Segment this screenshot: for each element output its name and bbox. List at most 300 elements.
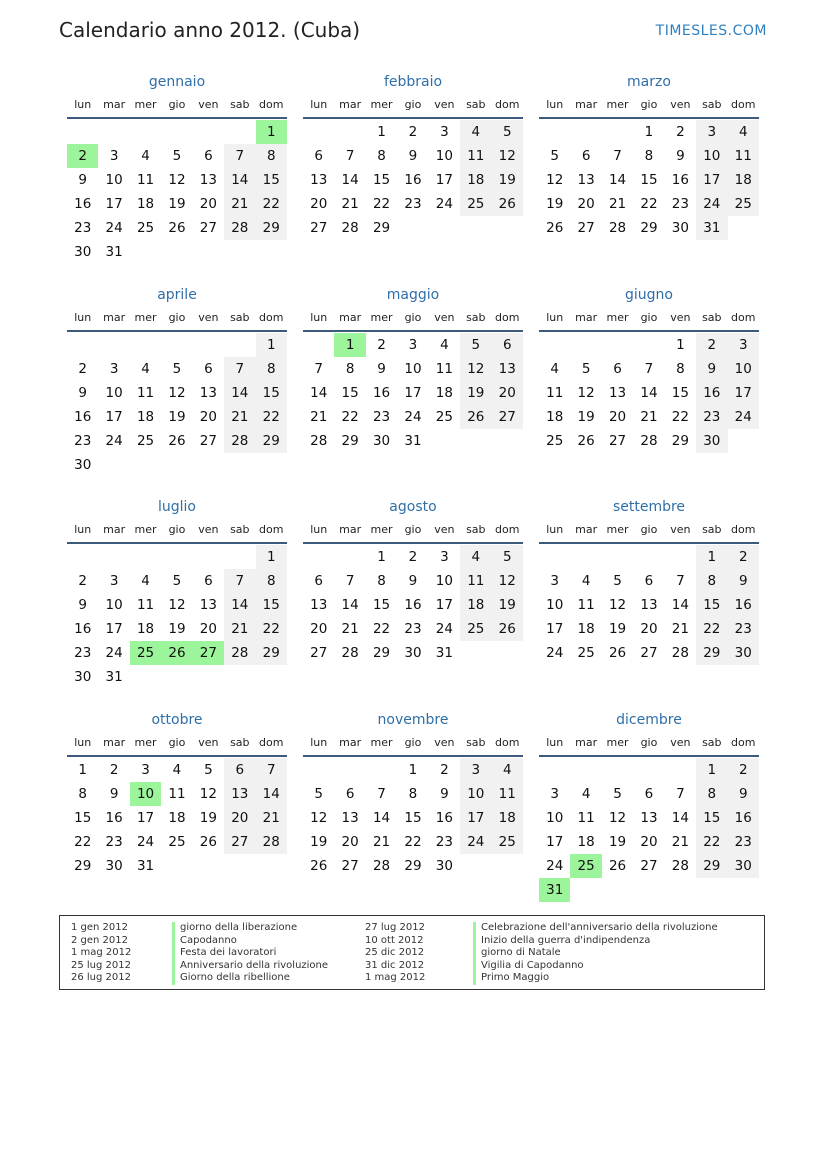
day-cell: 31 xyxy=(105,244,123,260)
weekday-header xyxy=(67,521,287,539)
day-cell: 11 xyxy=(577,810,595,826)
legend-left-dates xyxy=(71,922,131,985)
day-cell: 18 xyxy=(460,168,491,192)
day-cell: 6 xyxy=(314,573,323,589)
empty-cell xyxy=(67,120,98,144)
weekday-label: ven xyxy=(670,523,691,536)
weekday-label: sab xyxy=(466,311,486,324)
day-cell: 6 xyxy=(204,573,213,589)
legend-date: 25 lug 2012 xyxy=(71,959,131,971)
day-cell: 4 xyxy=(581,573,591,589)
day-cell: 9 xyxy=(728,782,759,806)
day-cell: 30 xyxy=(372,433,391,449)
day-cell: 10 xyxy=(105,172,123,188)
day-cell: 19 xyxy=(168,196,186,212)
legend-holiday-name: Festa dei lavoratori xyxy=(172,947,328,960)
day-cell: 21 xyxy=(671,834,689,850)
empty-cell xyxy=(334,545,365,569)
day-cell: 22 xyxy=(74,834,92,850)
day-cell: 29 xyxy=(404,858,422,874)
day-cell: 17 xyxy=(105,621,123,637)
day-cell: 20 xyxy=(341,834,359,850)
day-cell: 7 xyxy=(676,573,685,589)
day-cell: 15 xyxy=(74,810,92,826)
day-cell: 29 xyxy=(74,858,92,874)
day-cell: 13 xyxy=(199,172,217,188)
day-cell: 22 xyxy=(372,621,391,637)
day-grid xyxy=(67,333,287,477)
day-cell: 15 xyxy=(671,385,689,401)
day-cell: 22 xyxy=(671,409,689,425)
day-cell: 19 xyxy=(608,834,627,850)
day-cell: 8 xyxy=(644,148,654,164)
day-cell: 31 xyxy=(539,878,570,902)
weekday-header xyxy=(303,521,523,539)
weekday-label: mer xyxy=(370,98,393,111)
day-cell: 21 xyxy=(671,621,689,637)
day-cell: 17 xyxy=(435,597,453,613)
day-cell: 13 xyxy=(224,782,255,806)
day-cell: 24 xyxy=(404,409,422,425)
weekday-label: ven xyxy=(434,523,455,536)
day-cell: 23 xyxy=(105,834,123,850)
weekday-label: lun xyxy=(546,523,564,536)
weekday-label: mar xyxy=(103,736,126,749)
day-cell: 14 xyxy=(608,172,627,188)
day-cell: 13 xyxy=(577,172,595,188)
weekday-label: dom xyxy=(731,736,756,749)
day-cell: 4 xyxy=(141,148,150,164)
day-cell: 28 xyxy=(640,433,658,449)
legend-right-names xyxy=(473,922,718,985)
day-cell: 5 xyxy=(172,148,182,164)
day-cell: 2 xyxy=(408,549,418,565)
day-cell: 3 xyxy=(728,333,759,357)
day-cell: 29 xyxy=(256,216,287,240)
day-cell: 5 xyxy=(460,333,491,357)
day-cell: 8 xyxy=(345,361,355,377)
weekday-label: dom xyxy=(495,311,520,324)
weekday-label: sab xyxy=(702,523,722,536)
day-cell: 12 xyxy=(492,144,523,168)
weekday-label: dom xyxy=(259,98,284,111)
day-cell: 9 xyxy=(728,569,759,593)
day-cell: 14 xyxy=(640,385,658,401)
day-cell: 25 xyxy=(435,409,453,425)
month-name: gennaio xyxy=(148,74,206,90)
day-cell: 12 xyxy=(608,810,627,826)
empty-cell xyxy=(303,120,334,144)
day-cell: 10 xyxy=(546,810,564,826)
day-cell: 25 xyxy=(460,192,491,216)
header-rule xyxy=(303,117,523,119)
day-cell: 1 xyxy=(377,549,386,565)
day-cell: 24 xyxy=(546,645,564,661)
day-cell: 19 xyxy=(168,409,186,425)
day-cell: 24 xyxy=(105,220,123,236)
day-grid xyxy=(539,333,759,453)
day-cell: 4 xyxy=(728,120,759,144)
day-cell: 31 xyxy=(105,669,123,685)
weekday-label: mer xyxy=(134,311,157,324)
day-grid xyxy=(539,758,759,902)
day-cell: 24 xyxy=(435,621,453,637)
day-cell: 6 xyxy=(644,786,654,802)
day-cell: 18 xyxy=(136,621,155,637)
day-cell: 25 xyxy=(492,830,523,854)
day-cell: 6 xyxy=(613,361,622,377)
day-cell: 14 xyxy=(671,597,689,613)
day-cell: 20 xyxy=(608,409,627,425)
empty-cell xyxy=(98,333,129,357)
day-cell: 4 xyxy=(581,786,591,802)
day-cell: 12 xyxy=(168,597,186,613)
day-cell: 6 xyxy=(581,148,591,164)
weekday-label: gio xyxy=(404,311,422,324)
header-rule xyxy=(303,542,523,544)
day-cell: 21 xyxy=(341,196,359,212)
weekday-label: sab xyxy=(230,736,250,749)
day-cell: 21 xyxy=(341,621,359,637)
weekday-label: sab xyxy=(466,736,486,749)
day-cell: 12 xyxy=(168,172,186,188)
day-cell: 22 xyxy=(640,196,658,212)
day-cell: 1 xyxy=(676,337,685,353)
weekday-label: gio xyxy=(168,311,186,324)
weekday-label: mar xyxy=(339,736,362,749)
day-cell: 30 xyxy=(728,854,759,878)
day-cell: 12 xyxy=(168,385,186,401)
weekday-label: mer xyxy=(606,736,629,749)
month-gennaio xyxy=(67,72,287,264)
empty-cell xyxy=(224,545,255,569)
day-cell: 22 xyxy=(404,834,422,850)
day-cell: 5 xyxy=(172,573,182,589)
day-cell: 29 xyxy=(256,641,287,665)
empty-cell xyxy=(633,545,664,569)
day-cell: 11 xyxy=(577,597,595,613)
day-cell: 18 xyxy=(728,168,759,192)
empty-cell xyxy=(224,333,255,357)
legend-holiday-name: Inizio della guerra d'indipendenza xyxy=(473,935,718,948)
legend-date: 31 dic 2012 xyxy=(365,959,425,971)
header-rule xyxy=(539,117,759,119)
day-cell: 31 xyxy=(696,216,727,240)
weekday-label: mar xyxy=(575,736,598,749)
weekday-label: ven xyxy=(198,311,219,324)
day-cell: 16 xyxy=(404,172,422,188)
day-cell: 7 xyxy=(224,357,255,381)
legend-holiday-name: Vigilia di Capodanno xyxy=(473,960,718,973)
legend-date: 1 mag 2012 xyxy=(71,947,132,959)
empty-cell xyxy=(334,120,365,144)
weekday-label: dom xyxy=(259,311,284,324)
day-cell: 22 xyxy=(256,192,287,216)
month-name: giugno xyxy=(625,287,673,303)
day-cell: 20 xyxy=(640,621,658,637)
day-cell: 23 xyxy=(728,830,759,854)
day-cell: 2 xyxy=(78,361,87,377)
day-cell: 17 xyxy=(435,172,453,188)
empty-cell xyxy=(98,545,129,569)
day-cell: 29 xyxy=(341,433,359,449)
day-grid xyxy=(303,120,523,240)
day-cell: 5 xyxy=(550,148,559,164)
legend-date: 26 lug 2012 xyxy=(71,972,131,984)
day-cell: 15 xyxy=(372,172,391,188)
day-cell: 30 xyxy=(728,641,759,665)
month-name: febbraio xyxy=(383,74,443,90)
day-cell: 4 xyxy=(492,758,523,782)
empty-cell xyxy=(161,545,192,569)
day-cell: 1 xyxy=(644,124,654,140)
day-cell: 10 xyxy=(105,597,123,613)
day-cell: 26 xyxy=(492,192,523,216)
day-cell: 11 xyxy=(460,569,491,593)
day-cell: 15 xyxy=(696,593,727,617)
weekday-label: dom xyxy=(259,736,284,749)
header-rule xyxy=(303,330,523,332)
day-cell: 15 xyxy=(256,381,287,405)
day-cell: 9 xyxy=(408,573,418,589)
day-cell: 6 xyxy=(224,758,255,782)
day-cell: 21 xyxy=(640,409,658,425)
month-name: ottobre xyxy=(151,712,203,728)
day-cell: 23 xyxy=(404,196,422,212)
weekday-label: mar xyxy=(339,311,362,324)
day-cell: 14 xyxy=(224,593,255,617)
weekday-label: mer xyxy=(134,98,157,111)
weekday-label: gio xyxy=(404,736,422,749)
weekday-label: mar xyxy=(575,98,598,111)
day-cell: 10 xyxy=(460,782,491,806)
day-cell: 11 xyxy=(546,385,564,401)
month-name: aprile xyxy=(157,287,197,303)
weekday-label: gio xyxy=(404,98,422,111)
day-cell: 28 xyxy=(224,429,255,453)
legend-date: 1 mag 2012 xyxy=(365,972,426,984)
day-cell: 1 xyxy=(256,120,287,144)
day-cell: 2 xyxy=(408,124,418,140)
day-cell: 31 xyxy=(136,858,155,874)
day-cell: 21 xyxy=(224,192,255,216)
day-grid xyxy=(539,545,759,665)
weekday-label: lun xyxy=(310,311,328,324)
day-cell: 8 xyxy=(377,148,386,164)
day-cell: 3 xyxy=(550,786,559,802)
day-cell: 10 xyxy=(546,597,564,613)
weekday-header xyxy=(539,734,759,752)
day-cell: 27 xyxy=(193,641,224,665)
day-cell: 4 xyxy=(141,361,150,377)
day-cell: 10 xyxy=(728,357,759,381)
empty-cell xyxy=(602,333,633,357)
empty-cell xyxy=(161,120,192,144)
empty-cell xyxy=(161,333,192,357)
day-cell: 7 xyxy=(256,758,287,782)
day-cell: 24 xyxy=(546,858,564,874)
day-cell: 20 xyxy=(640,834,658,850)
day-cell: 23 xyxy=(372,409,391,425)
day-cell: 10 xyxy=(696,144,727,168)
month-name: luglio xyxy=(158,499,196,515)
day-cell: 21 xyxy=(608,196,627,212)
day-cell: 25 xyxy=(168,834,186,850)
day-cell: 24 xyxy=(105,645,123,661)
weekday-label: lun xyxy=(74,311,92,324)
day-cell: 23 xyxy=(671,196,689,212)
empty-cell xyxy=(130,333,161,357)
day-cell: 10 xyxy=(130,782,161,806)
day-cell: 15 xyxy=(696,806,727,830)
day-cell: 3 xyxy=(696,120,727,144)
day-cell: 7 xyxy=(345,148,355,164)
day-cell: 29 xyxy=(372,645,391,661)
day-cell: 31 xyxy=(435,645,453,661)
day-cell: 30 xyxy=(435,858,453,874)
day-cell: 12 xyxy=(608,597,627,613)
day-cell: 21 xyxy=(224,617,255,641)
day-cell: 30 xyxy=(671,220,689,236)
day-cell: 29 xyxy=(671,433,689,449)
weekday-label: sab xyxy=(230,523,250,536)
weekday-label: mer xyxy=(370,523,393,536)
day-cell: 14 xyxy=(372,810,391,826)
day-cell: 16 xyxy=(435,810,453,826)
weekday-header xyxy=(539,96,759,114)
day-grid xyxy=(303,545,523,665)
day-cell: 8 xyxy=(408,786,418,802)
weekday-label: ven xyxy=(670,736,691,749)
day-cell: 24 xyxy=(728,405,759,429)
day-cell: 17 xyxy=(728,381,759,405)
day-cell: 14 xyxy=(256,782,287,806)
day-cell: 3 xyxy=(440,124,449,140)
day-cell: 7 xyxy=(314,361,323,377)
empty-cell xyxy=(602,545,633,569)
day-cell: 1 xyxy=(696,758,727,782)
day-cell: 5 xyxy=(613,786,622,802)
day-cell: 6 xyxy=(492,333,523,357)
empty-cell xyxy=(130,120,161,144)
header-rule xyxy=(539,542,759,544)
page-title: Calendario anno 2012. (Cuba) xyxy=(59,18,361,42)
day-cell: 27 xyxy=(492,405,523,429)
day-cell: 11 xyxy=(136,385,155,401)
weekday-label: gio xyxy=(168,98,186,111)
day-cell: 2 xyxy=(696,333,727,357)
day-cell: 28 xyxy=(310,433,328,449)
day-cell: 16 xyxy=(105,810,123,826)
header-rule xyxy=(67,117,287,119)
day-cell: 24 xyxy=(696,192,727,216)
header-rule xyxy=(303,755,523,757)
day-cell: 6 xyxy=(204,148,213,164)
month-novembre xyxy=(303,710,523,878)
day-cell: 1 xyxy=(334,333,365,357)
weekday-label: lun xyxy=(74,736,92,749)
day-cell: 6 xyxy=(204,361,213,377)
day-cell: 19 xyxy=(492,168,523,192)
day-cell: 15 xyxy=(256,593,287,617)
weekday-label: ven xyxy=(434,311,455,324)
legend-holiday-name: Capodanno xyxy=(172,935,328,948)
day-cell: 8 xyxy=(256,569,287,593)
day-cell: 23 xyxy=(404,621,422,637)
day-cell: 21 xyxy=(256,806,287,830)
day-cell: 30 xyxy=(74,457,92,473)
empty-cell xyxy=(67,333,98,357)
day-cell: 26 xyxy=(546,220,564,236)
day-cell: 2 xyxy=(377,337,386,353)
legend-right-dates xyxy=(365,922,425,985)
day-cell: 28 xyxy=(224,216,255,240)
legend-date: 1 gen 2012 xyxy=(71,922,129,933)
day-cell: 26 xyxy=(199,834,217,850)
day-cell: 3 xyxy=(141,762,150,778)
weekday-label: mar xyxy=(103,523,126,536)
day-cell: 30 xyxy=(74,244,92,260)
brand-link[interactable]: TIMESLES.COM xyxy=(655,23,767,39)
day-cell: 2 xyxy=(78,573,87,589)
day-cell: 25 xyxy=(546,433,564,449)
day-cell: 22 xyxy=(341,409,359,425)
day-cell: 17 xyxy=(696,168,727,192)
day-cell: 18 xyxy=(136,409,155,425)
day-cell: 14 xyxy=(224,381,255,405)
day-cell: 26 xyxy=(492,617,523,641)
weekday-label: sab xyxy=(466,523,486,536)
day-cell: 20 xyxy=(199,621,217,637)
day-cell: 26 xyxy=(577,433,595,449)
day-cell: 10 xyxy=(435,573,453,589)
day-cell: 11 xyxy=(435,361,453,377)
day-cell: 25 xyxy=(136,433,155,449)
day-cell: 28 xyxy=(372,858,391,874)
weekday-label: lun xyxy=(546,98,564,111)
day-cell: 4 xyxy=(550,361,559,377)
day-grid xyxy=(539,120,759,240)
day-cell: 8 xyxy=(78,786,87,802)
day-cell: 28 xyxy=(608,220,627,236)
day-cell: 3 xyxy=(109,361,119,377)
day-cell: 9 xyxy=(109,786,119,802)
day-cell: 5 xyxy=(492,120,523,144)
weekday-label: sab xyxy=(702,98,722,111)
day-cell: 28 xyxy=(341,220,359,236)
header-rule xyxy=(539,755,759,757)
day-cell: 19 xyxy=(310,834,328,850)
empty-cell xyxy=(539,120,570,144)
header-rule xyxy=(67,755,287,757)
day-cell: 17 xyxy=(546,621,564,637)
empty-cell xyxy=(303,545,334,569)
day-cell: 28 xyxy=(256,830,287,854)
day-cell: 12 xyxy=(546,172,564,188)
day-cell: 20 xyxy=(199,196,217,212)
day-cell: 18 xyxy=(577,834,595,850)
month-name: novembre xyxy=(377,712,449,728)
day-cell: 16 xyxy=(728,593,759,617)
day-cell: 30 xyxy=(404,645,422,661)
day-cell: 25 xyxy=(728,192,759,216)
day-cell: 16 xyxy=(696,381,727,405)
day-cell: 16 xyxy=(671,172,689,188)
legend-date: 10 ott 2012 xyxy=(365,934,424,946)
day-cell: 10 xyxy=(105,385,123,401)
day-cell: 20 xyxy=(492,381,523,405)
day-cell: 8 xyxy=(256,144,287,168)
